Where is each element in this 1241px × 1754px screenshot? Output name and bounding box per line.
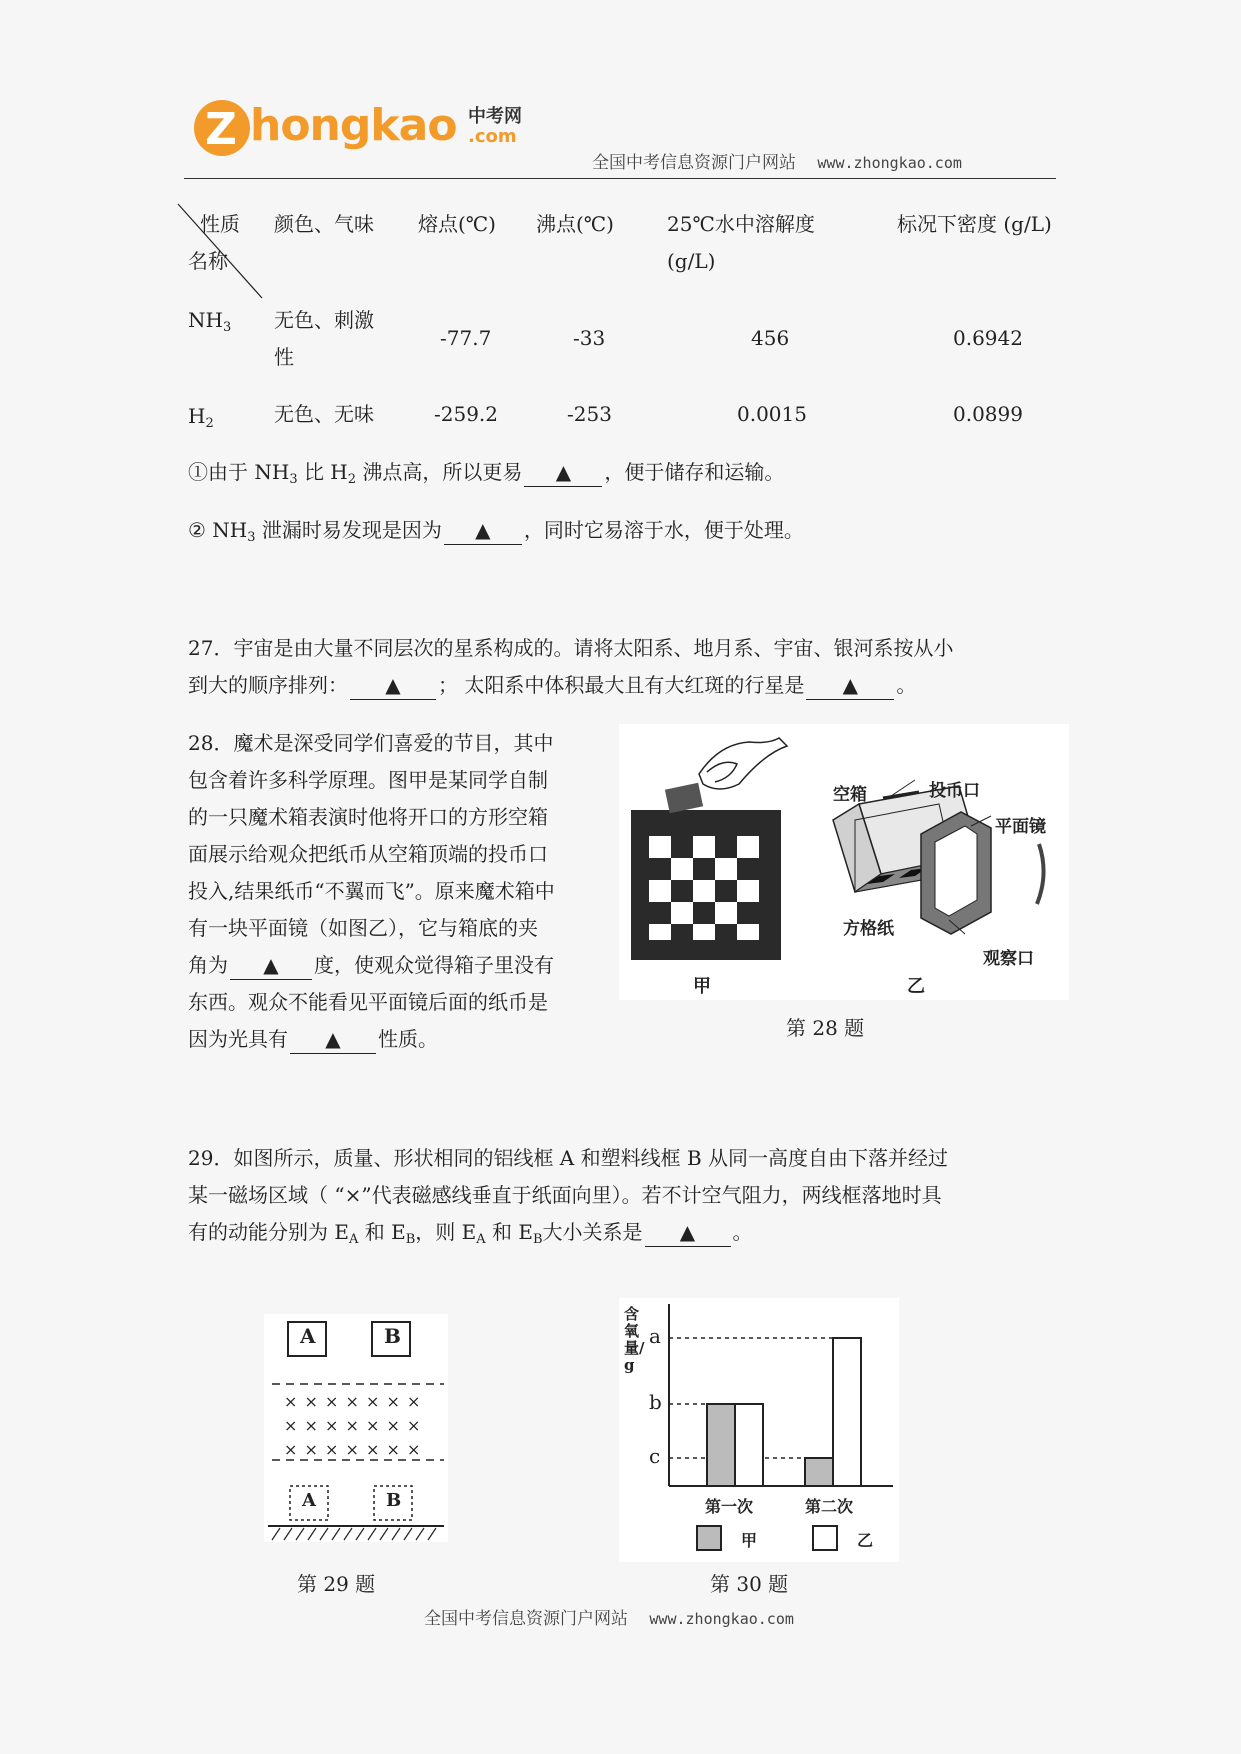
row-color: 无色、刺激 xyxy=(274,308,374,332)
q26-line1: ①由于 $NH_3$ 比 $H_2$ 沸点高，所以更易 ▲ ，便于储存和运输。 xyxy=(188,460,785,487)
field-cross-row: × × × × × × × xyxy=(284,1440,422,1459)
answer-blank[interactable]: ▲ xyxy=(350,671,436,700)
answer-blank[interactable]: ▲ xyxy=(645,1218,731,1247)
q28-line: 面展示给观众把纸币从空箱顶端的投币口 xyxy=(188,842,548,866)
row-name: $H_2$ xyxy=(188,404,214,431)
legend-swatch-yi xyxy=(813,1526,837,1550)
logo-wordmark: hongkao xyxy=(250,100,457,151)
row-color: 无色、无味 xyxy=(274,402,374,426)
q28-line: 28．魔术是深受同学们喜爱的节目，其中 xyxy=(188,731,554,755)
table-header: 标况下密度 (g/L) xyxy=(897,212,1052,236)
group-second: 第二次 xyxy=(805,1497,854,1516)
frame-b-label: B xyxy=(384,1324,401,1348)
legend-jia: 甲 xyxy=(741,1531,758,1550)
q30-figure xyxy=(619,1298,899,1562)
level-a: a xyxy=(649,1324,661,1348)
label-peephole: 观察口 xyxy=(983,949,1034,969)
label-empty-box: 空箱 xyxy=(833,785,867,805)
table-corner-bottom: 名称 xyxy=(188,249,228,273)
q29-line1: 29．如图所示，质量、形状相同的铝线框 A 和塑料线框 B 从同一高度自由下落并经过 xyxy=(188,1146,949,1170)
row-solubility: 456 xyxy=(751,326,790,350)
answer-blank[interactable]: ▲ xyxy=(444,516,522,545)
bar-first-jia xyxy=(707,1404,735,1486)
table-header: 沸点(℃) xyxy=(536,212,614,236)
level-c: c xyxy=(649,1444,661,1468)
field-cross-row: × × × × × × × xyxy=(284,1416,422,1435)
frame-a-landed-label: A xyxy=(302,1490,316,1511)
logo-z-icon xyxy=(192,98,256,162)
q29-line3: 有的动能分别为 $E_A$ 和 $E_B$，则 $E_A$ 和 $E_B$大小关系是 ▲ 。 xyxy=(188,1220,753,1247)
q28-line: 投入,结果纸币“不翼而飞”。原来魔术箱中 xyxy=(188,879,555,903)
q28-line: 东西。观众不能看见平面镜后面的纸币是 xyxy=(188,990,548,1014)
footer xyxy=(424,1604,794,1629)
row-melt: -259.2 xyxy=(434,402,499,426)
label-coin-slot: 投币口 xyxy=(929,781,980,801)
bar-second-yi xyxy=(833,1338,861,1486)
q29-line2: 某一磁场区域（ “×”代表磁感线垂直于纸面向里）。若不计空气阻力，两线框落地时具 xyxy=(188,1183,942,1207)
footer-tagline: 全国中考信息资源门户网站 xyxy=(424,1609,628,1629)
q28-line: 角为 ▲ 度，使观众觉得箱子里没有 xyxy=(188,947,555,984)
row-solubility: 0.0015 xyxy=(737,402,807,426)
q27-line1: 27．宇宙是由大量不同层次的星系构成的。请将太阳系、地月系、宇宙、银河系按从小 xyxy=(188,636,954,660)
group-first: 第一次 xyxy=(705,1497,754,1516)
svg-text:Z: Z xyxy=(205,104,237,155)
row-name: $NH_3$ xyxy=(188,308,232,335)
q28-line: 的一只魔术箱表演时他将开口的方形空箱 xyxy=(188,805,548,829)
q26-line2: ② $NH_3$ 泄漏时易发现是因为 ▲ ，同时它易溶于水，便于处理。 xyxy=(188,518,804,545)
table-corner-top: 性质 xyxy=(200,212,240,236)
q28-line: 有一块平面镜（如图乙），它与箱底的夹 xyxy=(188,916,538,940)
bar-second-jia xyxy=(805,1458,833,1486)
row-density: 0.0899 xyxy=(953,402,1023,426)
level-b: b xyxy=(649,1390,662,1414)
legend-swatch-jia xyxy=(697,1526,721,1550)
legend-yi: 乙 xyxy=(857,1531,874,1550)
table-header: 熔点(℃) xyxy=(418,212,496,236)
q28-caption: 第 28 题 xyxy=(786,1016,865,1040)
q28-line: 因为光具有 ▲ 性质。 xyxy=(188,1021,555,1058)
table-header: 颜色、气味 xyxy=(274,212,374,236)
answer-blank[interactable]: ▲ xyxy=(290,1025,376,1054)
bar-first-yi xyxy=(735,1404,763,1486)
row-boil: -33 xyxy=(573,326,606,350)
answer-blank[interactable]: ▲ xyxy=(806,671,894,700)
header-url[interactable]: www.zhongkao.com xyxy=(817,154,962,172)
table-header-unit: (g/L) xyxy=(667,249,716,273)
q29-caption: 第 29 题 xyxy=(297,1572,376,1596)
header-tagline-text: 全国中考信息资源门户网站 xyxy=(592,153,796,173)
row-melt: -77.7 xyxy=(440,326,492,350)
frame-b-landed-label: B xyxy=(386,1490,402,1511)
field-cross-row: × × × × × × × xyxy=(284,1392,422,1411)
answer-blank[interactable]: ▲ xyxy=(230,951,312,980)
q29-figure xyxy=(264,1314,448,1542)
row-boil: -253 xyxy=(567,402,612,426)
header-tagline xyxy=(592,148,962,173)
q30-caption: 第 30 题 xyxy=(710,1572,789,1596)
site-logo[interactable] xyxy=(192,96,532,166)
logo-cn: 中考网 xyxy=(468,106,522,127)
label-grid-paper: 方格纸 xyxy=(843,919,894,939)
row-density: 0.6942 xyxy=(953,326,1023,350)
label-yi: 乙 xyxy=(907,976,925,997)
q28-text xyxy=(188,725,555,1058)
table-header: 25℃水中溶解度 xyxy=(667,212,815,236)
q28-figure xyxy=(619,724,1069,1000)
label-jia: 甲 xyxy=(693,976,711,997)
frame-a-label: A xyxy=(300,1324,316,1348)
logo-com: .com xyxy=(468,126,517,147)
row-color-cont: 性 xyxy=(274,345,294,369)
q28-line: 包含着许多科学原理。图甲是某同学自制 xyxy=(188,768,548,792)
q27-line2: 到大的顺序排列： ▲ ； 太阳系中体积最大且有大红斑的行星是 ▲ 。 xyxy=(188,667,916,704)
y-axis-label: 含氧量/g xyxy=(624,1305,645,1374)
label-mirror: 平面镜 xyxy=(995,817,1046,837)
footer-url[interactable]: www.zhongkao.com xyxy=(649,1610,794,1628)
answer-blank[interactable]: ▲ xyxy=(524,458,602,487)
oxygen-bar-chart xyxy=(619,1298,899,1562)
header-divider xyxy=(184,178,1056,179)
